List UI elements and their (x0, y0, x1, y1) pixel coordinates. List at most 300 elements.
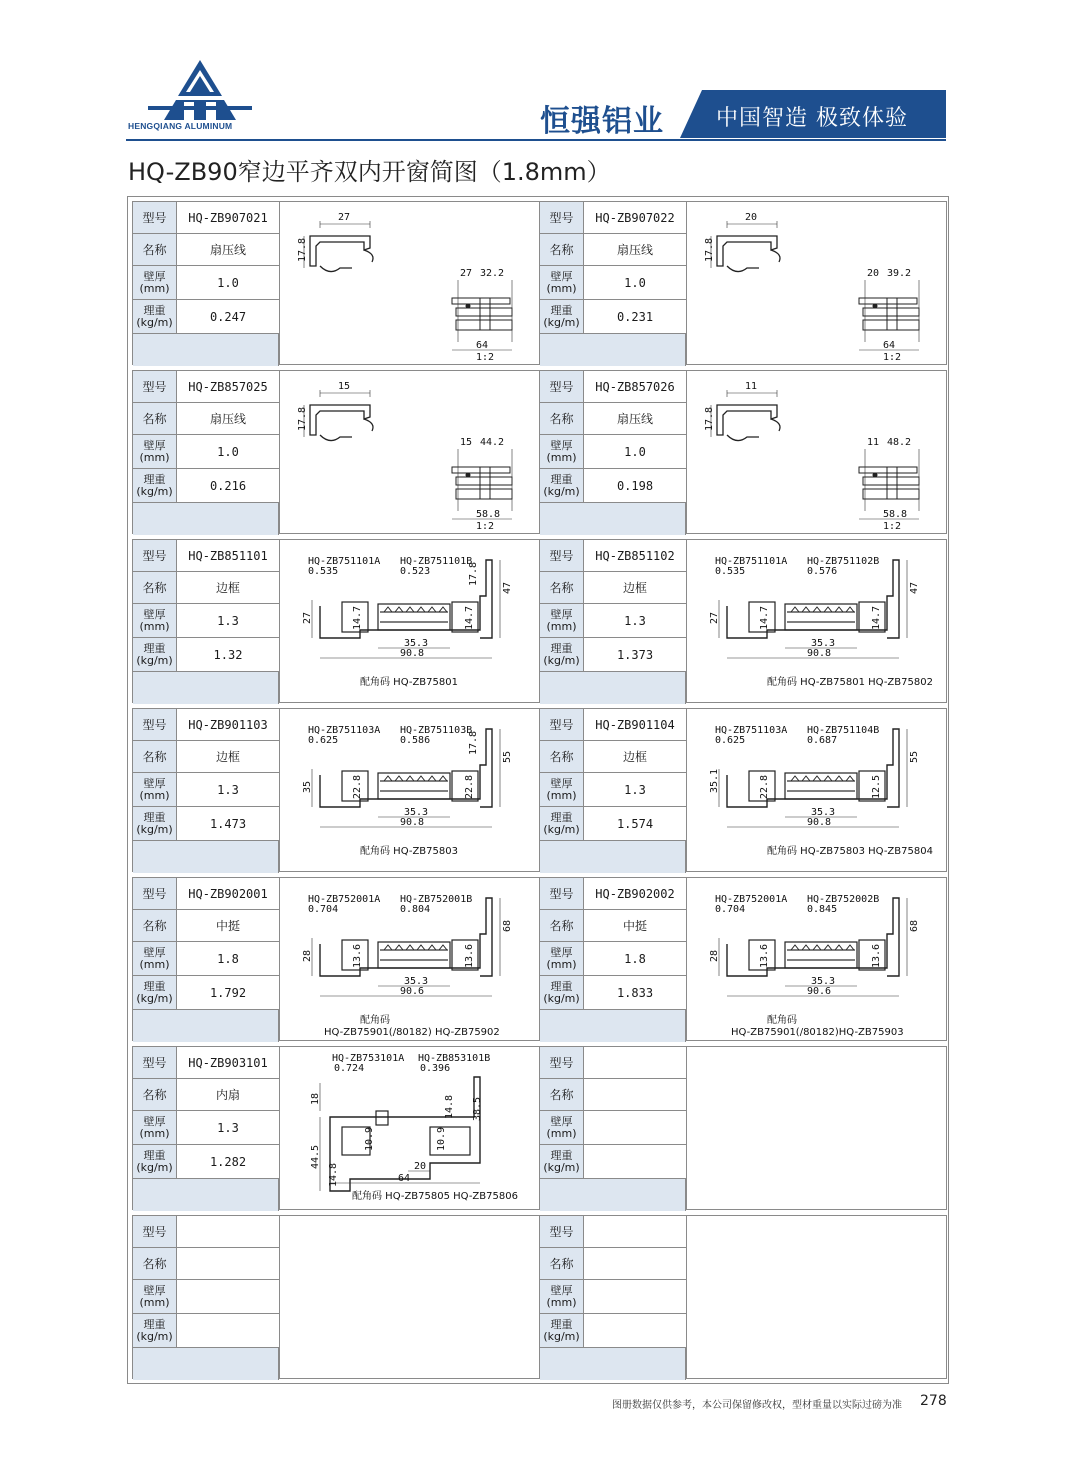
thickness-label: 壁厚 (mm) (133, 435, 177, 468)
weight-value: 1.473 (177, 807, 279, 840)
thickness-value: 1.8 (584, 942, 686, 975)
spec-filler (133, 334, 279, 366)
weight-label: 理重 (kg/m) (133, 638, 177, 671)
name-label: 名称 (540, 234, 584, 265)
profile-card (132, 370, 540, 534)
model-label: 型号 (540, 1047, 584, 1078)
model-row (540, 202, 686, 234)
weight-row (540, 638, 686, 672)
thickness-row (133, 1280, 279, 1314)
weight-value: 1.792 (177, 976, 279, 1009)
thickness-row (133, 1111, 279, 1145)
name-label: 名称 (540, 910, 584, 941)
model-value: HQ-ZB907022 (584, 202, 686, 233)
dim-width: 90.8 (400, 648, 425, 659)
thickness-label: 壁厚 (mm) (540, 266, 584, 299)
dim-c: 14.8 (328, 1162, 339, 1187)
weight-row (133, 807, 279, 841)
model-value: HQ-ZB851101 (177, 540, 279, 571)
dim-l: 22.8 (759, 774, 770, 799)
thickness-row (540, 266, 686, 300)
thickness-label: 壁厚 (mm) (540, 1111, 584, 1144)
name-value: 扇压线 (177, 234, 279, 265)
model-value (177, 1216, 279, 1247)
name-value: 边框 (584, 741, 686, 772)
name-label: 名称 (133, 403, 177, 434)
profile-drawing (687, 1216, 946, 1378)
profile-card (132, 877, 540, 1041)
profile-card (132, 708, 540, 872)
spec-filler (540, 672, 686, 704)
dim-total: 58.8 (883, 509, 908, 520)
assembly-section (452, 298, 512, 330)
model-row (133, 371, 279, 403)
thickness-row (540, 435, 686, 469)
weight-row (133, 300, 279, 334)
dim-width: 15 (338, 381, 351, 392)
weight-label: 理重 (kg/m) (540, 1314, 584, 1347)
model-label: 型号 (133, 202, 177, 233)
name-value (584, 1079, 686, 1110)
thickness-value: 1.3 (177, 1111, 279, 1144)
assembly-section (452, 467, 512, 499)
profile-drawing (280, 1047, 539, 1209)
part-a-weight: 0.535 (715, 566, 746, 577)
thickness-row (540, 604, 686, 638)
part-b: HQ-ZB853101B (418, 1053, 491, 1064)
dim-total-h: 47 (909, 581, 920, 594)
part-b: HQ-ZB752002B (807, 894, 880, 905)
weight-row (540, 976, 686, 1010)
model-row (133, 709, 279, 741)
dim-a: 27 (460, 268, 473, 279)
sash-bead-section (717, 405, 780, 441)
weight-value (177, 1314, 279, 1347)
name-label: 名称 (133, 234, 177, 265)
model-row (133, 1216, 279, 1248)
model-label: 型号 (133, 371, 177, 402)
dim-top: 17.8 (468, 561, 479, 586)
thickness-label: 壁厚 (mm) (540, 773, 584, 806)
profile-drawing (687, 202, 946, 364)
corner-key-2: HQ-ZB75901(/80182)HQ-ZB75903 (731, 1027, 904, 1038)
footer-note: 图册数据仅供参考，本公司保留修改权，型材重量以实际过磅为准 (612, 1400, 902, 1411)
profile-card (539, 1046, 947, 1210)
dim-h: 35 (302, 780, 313, 793)
thickness-value: 1.0 (584, 266, 686, 299)
dim-top: 17.8 (468, 730, 479, 755)
thickness-value (584, 1111, 686, 1144)
part-a: HQ-ZB751101A (715, 556, 788, 567)
thickness-label: 壁厚 (mm) (540, 942, 584, 975)
spec-table (133, 1047, 279, 1209)
thickness-label: 壁厚 (mm) (540, 435, 584, 468)
dim-total-h: 68 (502, 919, 513, 932)
name-value: 边框 (584, 572, 686, 603)
dim-a: 20 (867, 268, 880, 279)
spec-filler (540, 1348, 686, 1380)
corner-key: 配角码 HQ-ZB75803 HQ-ZB75804 (767, 846, 933, 857)
thickness-row (133, 435, 279, 469)
spec-filler (133, 1348, 279, 1380)
assembly-section (859, 298, 919, 330)
profile-svg (687, 709, 946, 871)
logo-text: HENGQIANG ALUMINUM (128, 121, 233, 131)
model-value: HQ-ZB901104 (584, 709, 686, 740)
dim-h: 35.1 (709, 768, 720, 793)
model-label: 型号 (133, 878, 177, 909)
weight-row (540, 469, 686, 503)
thickness-row (540, 1280, 686, 1314)
weight-label: 理重 (kg/m) (133, 807, 177, 840)
name-label: 名称 (540, 1079, 584, 1110)
corner-key: 配角码 HQ-ZB75801 (360, 677, 458, 688)
part-a-weight: 0.625 (308, 735, 339, 746)
dim-width: 90.6 (807, 986, 832, 997)
name-value (177, 1248, 279, 1279)
thickness-value: 1.0 (177, 266, 279, 299)
model-value: HQ-ZB903101 (177, 1047, 279, 1078)
dim-width: 11 (745, 381, 758, 392)
corner-key: 配角码 HQ-ZB75805 HQ-ZB75806 (352, 1191, 518, 1202)
part-b: HQ-ZB752001B (400, 894, 473, 905)
name-row (133, 1079, 279, 1111)
model-value (584, 1216, 686, 1247)
spec-filler (540, 1179, 686, 1211)
thickness-value: 1.0 (584, 435, 686, 468)
name-value: 中挺 (177, 910, 279, 941)
profile-svg (280, 202, 539, 364)
name-row (133, 910, 279, 942)
dim-b: 48.2 (887, 437, 912, 448)
weight-value: 0.231 (584, 300, 686, 333)
name-label: 名称 (540, 1248, 584, 1279)
weight-value (584, 1314, 686, 1347)
spec-filler (133, 841, 279, 873)
assembly-section (859, 467, 919, 499)
profile-drawing (687, 878, 946, 1040)
dim-mid: 35.3 (811, 638, 836, 649)
dim-r: 14.7 (871, 605, 882, 630)
name-value: 边框 (177, 741, 279, 772)
dim-mid: 35.3 (404, 807, 429, 818)
thickness-label: 壁厚 (mm) (133, 773, 177, 806)
spec-table (133, 371, 279, 533)
part-a: HQ-ZB751101A (308, 556, 381, 567)
spec-table (133, 709, 279, 871)
corner-key: 配角码 (360, 1015, 390, 1026)
model-row (540, 878, 686, 910)
slogan-text: 中国智造 极致体验 (716, 106, 908, 131)
profile-card (539, 1215, 947, 1379)
name-label: 名称 (133, 1248, 177, 1279)
weight-label: 理重 (kg/m) (133, 300, 177, 333)
part-a-weight: 0.704 (715, 904, 746, 915)
name-label: 名称 (540, 403, 584, 434)
profile-drawing (687, 709, 946, 871)
part-b: HQ-ZB751103B (400, 725, 473, 736)
spec-table (133, 1216, 279, 1378)
part-b-weight: 0.576 (807, 566, 838, 577)
dim-l: 14.7 (759, 605, 770, 630)
profile-card (539, 201, 947, 365)
dim-b: 44.5 (310, 1144, 321, 1169)
sash-bead-section (310, 405, 373, 441)
dim-b: 39.2 (887, 268, 912, 279)
name-row (133, 234, 279, 266)
model-label: 型号 (133, 1047, 177, 1078)
spec-filler (133, 503, 279, 535)
thickness-row (133, 604, 279, 638)
scale: 1:2 (883, 352, 902, 363)
dim-width: 90.8 (400, 817, 425, 828)
dim-l: 13.6 (352, 943, 363, 968)
name-row (133, 403, 279, 435)
profile-svg (280, 540, 539, 702)
model-row (540, 709, 686, 741)
weight-row (540, 807, 686, 841)
weight-row (133, 638, 279, 672)
profile-card (539, 877, 947, 1041)
thickness-value: 1.3 (584, 773, 686, 806)
dim-total-h: 47 (502, 581, 513, 594)
corner-key: 配角码 HQ-ZB75801 HQ-ZB75802 (767, 677, 933, 688)
dim-r: 14.7 (464, 605, 475, 630)
name-value: 中挺 (584, 910, 686, 941)
part-b-weight: 0.845 (807, 904, 838, 915)
dim-total: 64 (883, 340, 896, 351)
dim-l: 14.7 (352, 605, 363, 630)
part-a-weight: 0.724 (334, 1063, 365, 1074)
profile-card (539, 708, 947, 872)
dim-height: 17.8 (297, 406, 308, 431)
sash-bead-section (310, 236, 373, 272)
spec-filler (133, 1010, 279, 1042)
dim-r: 22.8 (464, 774, 475, 799)
spec-table (540, 202, 686, 364)
spec-filler (540, 334, 686, 366)
dim-total: 58.8 (476, 509, 501, 520)
model-label: 型号 (540, 878, 584, 909)
weight-value: 1.32 (177, 638, 279, 671)
thickness-value: 1.0 (177, 435, 279, 468)
spec-table (540, 1216, 686, 1378)
profile-card (132, 1046, 540, 1210)
weight-value: 0.216 (177, 469, 279, 502)
dim-r: 12.5 (871, 774, 882, 799)
profile-card (539, 539, 947, 703)
weight-label: 理重 (kg/m) (133, 1145, 177, 1178)
part-a: HQ-ZB752001A (308, 894, 381, 905)
name-row (540, 741, 686, 773)
thickness-row (540, 1111, 686, 1145)
thickness-label: 壁厚 (mm) (540, 1280, 584, 1313)
model-row (540, 540, 686, 572)
spec-filler (133, 1179, 279, 1211)
thickness-label: 壁厚 (mm) (133, 942, 177, 975)
spec-table (133, 202, 279, 364)
weight-row (133, 1314, 279, 1348)
dim-height: 17.8 (704, 406, 715, 431)
model-label: 型号 (540, 371, 584, 402)
part-a: HQ-ZB751103A (308, 725, 381, 736)
part-a-weight: 0.625 (715, 735, 746, 746)
part-b-weight: 0.396 (420, 1063, 451, 1074)
thickness-value: 1.8 (177, 942, 279, 975)
part-b-weight: 0.586 (400, 735, 431, 746)
thickness-label: 壁厚 (mm) (133, 1111, 177, 1144)
weight-row (133, 976, 279, 1010)
weight-row (540, 1145, 686, 1179)
dim-h: 28 (709, 949, 720, 962)
thickness-label: 壁厚 (mm) (540, 604, 584, 637)
weight-label: 理重 (kg/m) (133, 976, 177, 1009)
thickness-label: 壁厚 (mm) (133, 604, 177, 637)
name-row (540, 572, 686, 604)
profile-svg (687, 202, 946, 364)
dim-l: 22.8 (352, 774, 363, 799)
part-b-weight: 0.804 (400, 904, 431, 915)
dim-total-h: 55 (909, 750, 920, 763)
slogan-banner-cut (680, 90, 702, 138)
model-row (540, 371, 686, 403)
dim-d: 10.9 (364, 1126, 375, 1151)
name-value: 扇压线 (177, 403, 279, 434)
part-b: HQ-ZB751102B (807, 556, 880, 567)
dim-total-h: 68 (909, 919, 920, 932)
dim-w: 64 (398, 1173, 411, 1184)
profile-svg (280, 371, 539, 533)
name-row (540, 1079, 686, 1111)
profile-drawing (280, 878, 539, 1040)
profile-card (132, 1215, 540, 1379)
spec-filler (540, 503, 686, 535)
part-b: HQ-ZB751104B (807, 725, 880, 736)
dim-a: 11 (867, 437, 880, 448)
page-title: HQ-ZB90窄边平齐双内开窗简图（1.8mm） (128, 158, 611, 186)
model-label: 型号 (540, 1216, 584, 1247)
name-value: 内扇 (177, 1079, 279, 1110)
dim-mid: 35.3 (811, 807, 836, 818)
part-a-weight: 0.704 (308, 904, 339, 915)
part-b-weight: 0.687 (807, 735, 838, 746)
weight-label: 理重 (kg/m) (540, 1145, 584, 1178)
spec-filler (540, 841, 686, 873)
page-number: 278 (920, 1393, 947, 1409)
thickness-row (133, 266, 279, 300)
profile-drawing (687, 371, 946, 533)
thickness-row (133, 942, 279, 976)
weight-label: 理重 (kg/m) (540, 976, 584, 1009)
weight-label: 理重 (kg/m) (540, 469, 584, 502)
model-value: HQ-ZB901103 (177, 709, 279, 740)
profile-drawing (280, 1216, 539, 1378)
name-label: 名称 (133, 1079, 177, 1110)
part-a-weight: 0.535 (308, 566, 339, 577)
model-row (540, 1047, 686, 1079)
model-label: 型号 (133, 1216, 177, 1247)
dim-width: 90.8 (807, 817, 832, 828)
model-value: HQ-ZB902001 (177, 878, 279, 909)
spec-filler (540, 1010, 686, 1042)
dim-b: 44.2 (480, 437, 505, 448)
profile-drawing (280, 202, 539, 364)
thickness-label: 壁厚 (mm) (133, 1280, 177, 1313)
corner-key: 配角码 (767, 1015, 797, 1026)
dim-f: 14.8 (444, 1094, 455, 1119)
dim-width: 20 (745, 212, 758, 223)
dim-h: 28 (302, 949, 313, 962)
dim-r: 13.6 (871, 943, 882, 968)
dim-width: 90.6 (400, 986, 425, 997)
thickness-row (540, 942, 686, 976)
model-label: 型号 (540, 540, 584, 571)
model-value (584, 1047, 686, 1078)
dim-width: 27 (338, 212, 351, 223)
spec-table (540, 878, 686, 1040)
model-value: HQ-ZB851102 (584, 540, 686, 571)
name-label: 名称 (133, 910, 177, 941)
corner-key-2: HQ-ZB75901(/80182) HQ-ZB75902 (324, 1027, 500, 1038)
profile-card (132, 201, 540, 365)
dim-b: 32.2 (480, 268, 505, 279)
profile-svg (687, 878, 946, 1040)
profile-svg (280, 1047, 539, 1209)
dim-a: 18 (310, 1092, 321, 1105)
weight-value: 0.247 (177, 300, 279, 333)
sash-bead-section (717, 236, 780, 272)
weight-value: 1.373 (584, 638, 686, 671)
scale: 1:2 (476, 352, 495, 363)
dim-mid: 35.3 (404, 638, 429, 649)
profile-svg (280, 709, 539, 871)
part-b-weight: 0.523 (400, 566, 431, 577)
header-divider (126, 139, 946, 141)
dim-g: 38.5 (472, 1096, 483, 1121)
model-label: 型号 (540, 202, 584, 233)
name-label: 名称 (133, 741, 177, 772)
spec-table (133, 878, 279, 1040)
name-value: 边框 (177, 572, 279, 603)
weight-row (540, 1314, 686, 1348)
scale: 1:2 (476, 521, 495, 532)
model-value: HQ-ZB857026 (584, 371, 686, 402)
weight-label: 理重 (kg/m) (540, 807, 584, 840)
dim-l: 13.6 (759, 943, 770, 968)
model-label: 型号 (133, 709, 177, 740)
thickness-row (540, 773, 686, 807)
model-value: HQ-ZB857025 (177, 371, 279, 402)
model-label: 型号 (540, 709, 584, 740)
dim-h: 27 (302, 611, 313, 624)
dim-h: 20 (414, 1161, 427, 1172)
name-row (540, 403, 686, 435)
model-label: 型号 (133, 540, 177, 571)
model-value: HQ-ZB907021 (177, 202, 279, 233)
model-row (133, 540, 279, 572)
dim-height: 17.8 (704, 237, 715, 262)
weight-label: 理重 (kg/m) (540, 300, 584, 333)
profile-drawing (687, 540, 946, 702)
thickness-label: 壁厚 (mm) (133, 266, 177, 299)
weight-value: 1.574 (584, 807, 686, 840)
name-value: 扇压线 (584, 234, 686, 265)
brand-name: 恒强铝业 (540, 104, 664, 139)
name-row (540, 910, 686, 942)
dim-width: 90.8 (807, 648, 832, 659)
name-value: 扇压线 (584, 403, 686, 434)
profile-card (539, 370, 947, 534)
